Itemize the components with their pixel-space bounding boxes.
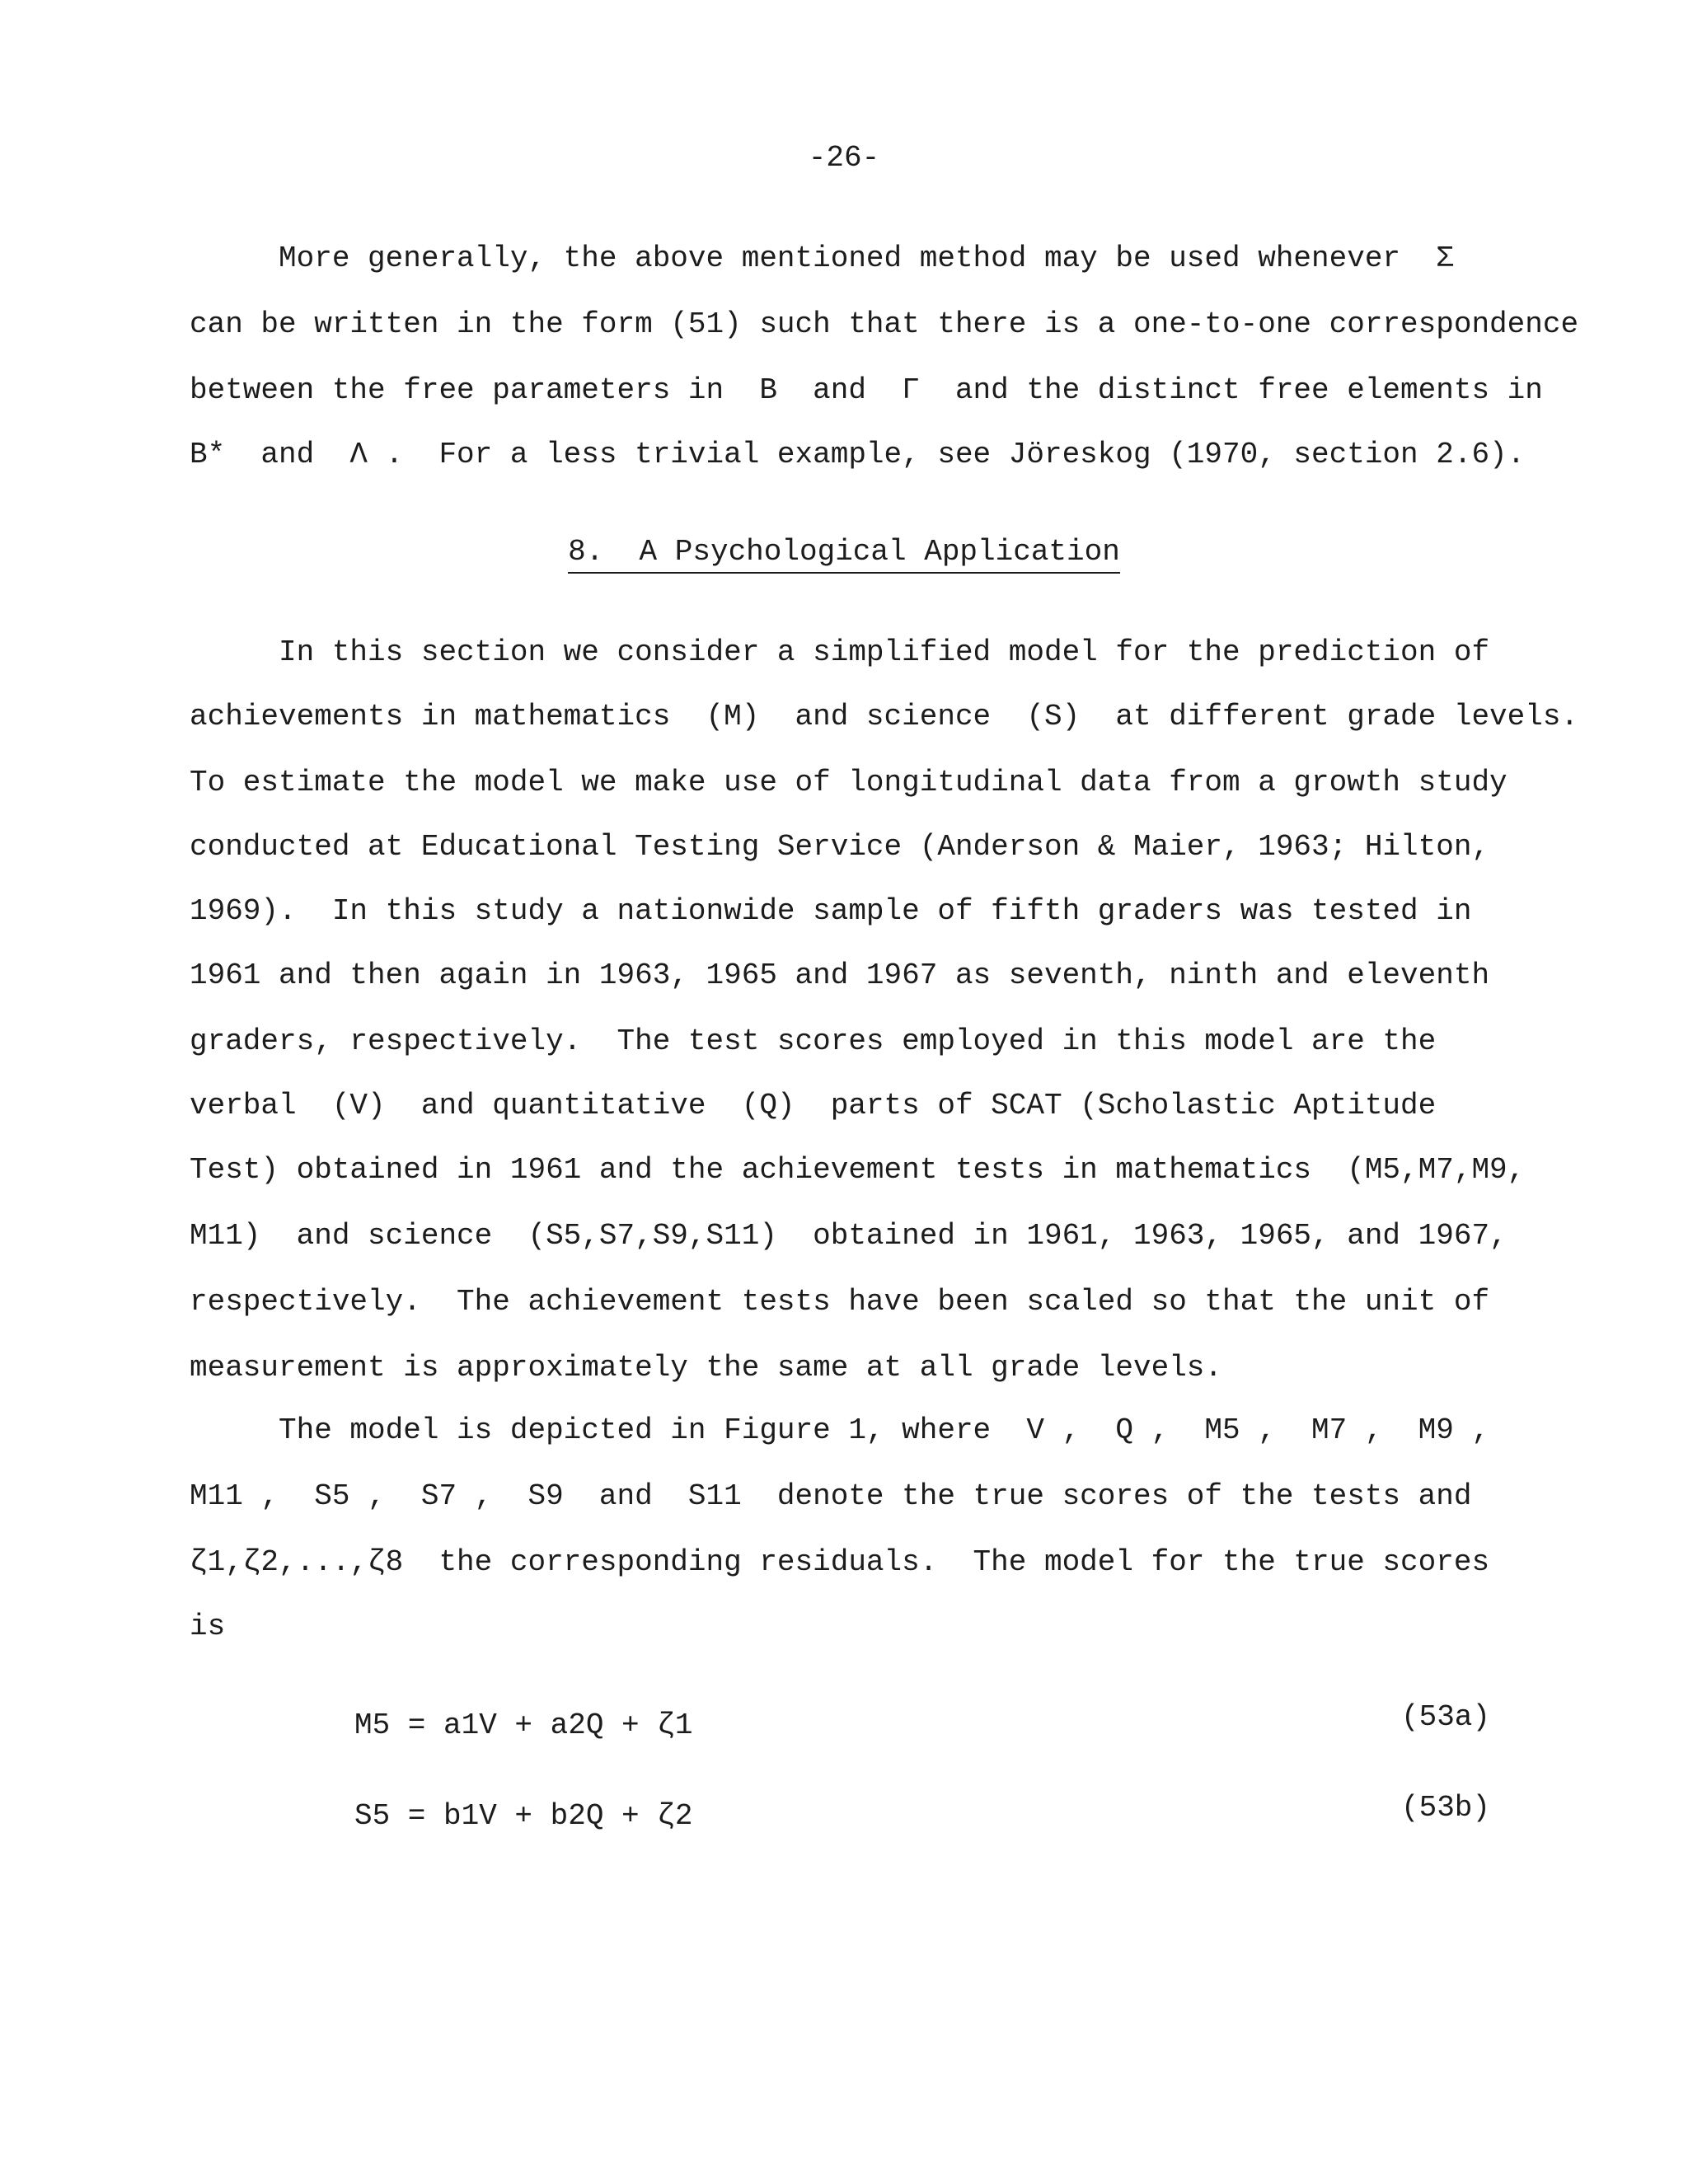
para2-line-3: To estimate the model we make use of longitudinal data from a growth study [190, 766, 1507, 799]
para3-line-4: is [190, 1610, 226, 1643]
para3-line-1: The model is depicted in Figure 1, where V , Q , M5 , M7 , M9 , [190, 1413, 1490, 1447]
para1-line-1: More generally, the above mentioned method may be used whenever Σ [190, 241, 1454, 275]
para2-line-11: respectively. The achievement tests have been scaled so that the unit of [190, 1285, 1490, 1319]
equation-53a-number: (53a) [1401, 1700, 1491, 1734]
equation-53b-number: (53b) [1401, 1791, 1491, 1825]
para1-line-4: B* and Λ . For a less trivial example, see Jöreskog (1970, section 2.6). [190, 438, 1526, 471]
para3-line-2: M11 , S5 , S7 , S9 and S11 denote the true scores of the tests and [190, 1479, 1472, 1513]
para1-line-3: between the free parameters in B and Γ and the distinct free elements in [190, 373, 1543, 407]
para2-line-12: measurement is approximately the same at all grade levels. [190, 1351, 1223, 1385]
para3-line-3: ζ1,ζ2,...,ζ8 the corresponding residuals. The model for the true scores [190, 1545, 1490, 1579]
para2-line-10: M11) and science (S5,S7,S9,S11) obtained in 1961, 1963, 1965, and 1967, [190, 1219, 1507, 1253]
para2-line-1: In this section we consider a simplified model for the prediction of [190, 635, 1490, 669]
para2-line-8: verbal (V) and quantitative (Q) parts of SCAT (Scholastic Aptitude [190, 1089, 1437, 1122]
equation-53b: S5 = b1V + b2Q + ζ2 [354, 1799, 693, 1833]
para2-line-2: achievements in mathematics (M) and science (S) at different grade levels. [190, 700, 1579, 733]
para2-line-6: 1961 and then again in 1963, 1965 and 1967 as seventh, ninth and eleventh [190, 958, 1490, 992]
section-heading [0, 532, 1688, 572]
para2-line-9: Test) obtained in 1961 and the achievement tests in mathematics (M5,M7,M9, [190, 1153, 1526, 1187]
para2-line-5: 1969). In this study a nationwide sample of fifth graders was tested in [190, 894, 1472, 928]
para2-line-7: graders, respectively. The test scores employed in this model are the [190, 1024, 1437, 1058]
para2-line-4: conducted at Educational Testing Service (Anderson & Maier, 1963; Hilton, [190, 830, 1490, 864]
equation-53a: M5 = a1V + a2Q + ζ1 [354, 1708, 693, 1742]
para1-line-2: can be written in the form (51) such that there is a one-to-one correspondence [190, 307, 1579, 341]
page-number: -26- [808, 141, 880, 175]
section-heading-text: 8. A Psychological Application [568, 535, 1120, 574]
